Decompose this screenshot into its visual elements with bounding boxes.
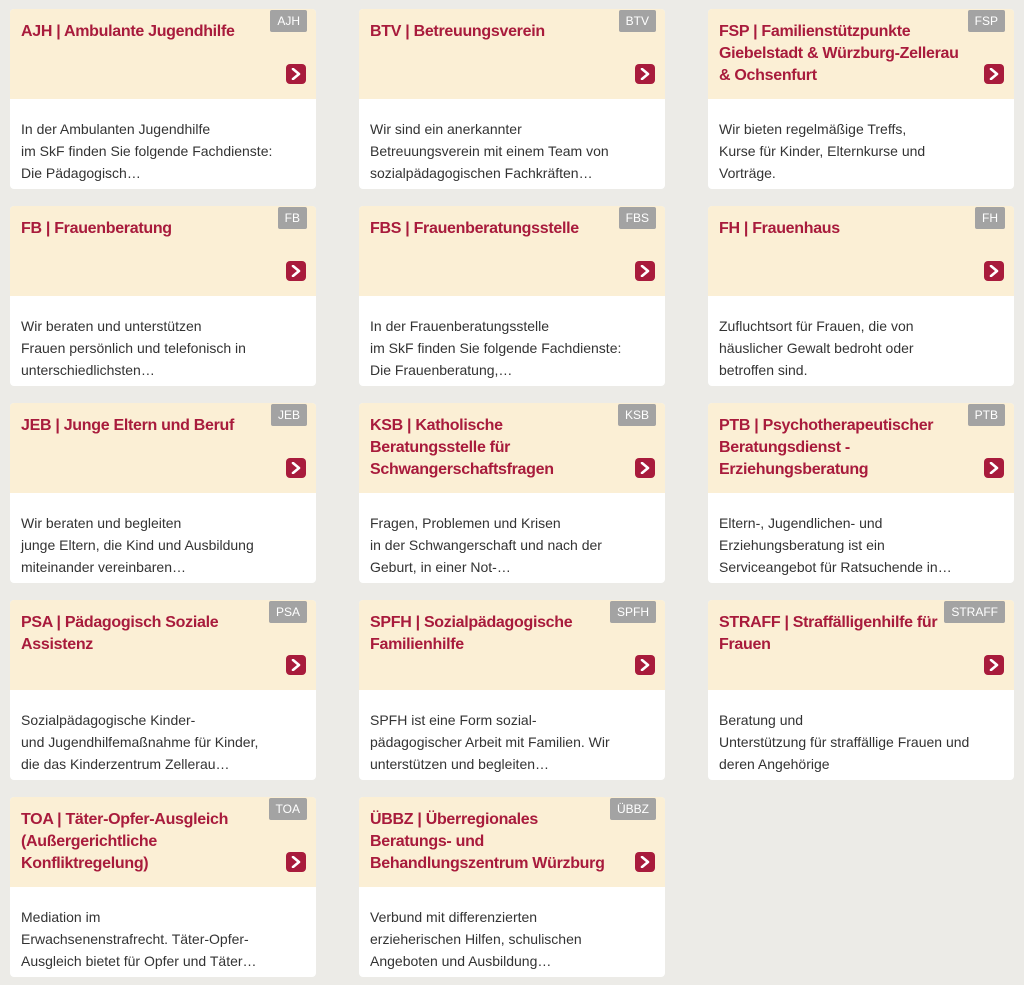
chevron-right-icon[interactable] [286,64,306,84]
service-card[interactable] [10,797,316,977]
card-description-line: erzieherischen Hilfen, schulischen [370,931,582,947]
card-title[interactable]: PTB | Psychotherapeutischer Beratungsdienst - Erziehungsberatung [719,417,934,478]
card-description-line: Fragen, Problemen und Krisen [370,515,561,531]
card-description-line: unterstützen und begleiten… [370,756,550,772]
card-header [10,797,316,887]
service-card[interactable] [10,206,316,386]
chevron-right-icon[interactable] [635,64,655,84]
card-description [370,512,658,578]
card-description-line: sozialpädagogischen Fachkräften… [370,165,593,181]
card-header [708,206,1014,296]
card-title[interactable]: FBS | Frauenberatungsstelle [370,220,579,237]
card-title[interactable]: KSB | Katholische Beratungsstelle für Schwangerschaftsfragen [370,417,554,478]
card-description [21,118,309,184]
card-description-line: In der Frauenberatungsstelle [370,318,549,334]
card-abbreviation-badge: FH [975,207,1005,229]
card-description [21,315,309,381]
card-header [708,9,1014,99]
card-header [359,403,665,493]
card-title[interactable]: ÜBBZ | Überregionales Beratungs- und Behandlungszentrum Würzburg [370,811,605,872]
card-abbreviation-badge: ÜBBZ [610,798,656,820]
service-card[interactable] [708,206,1014,386]
service-card[interactable] [359,9,665,189]
chevron-right-icon[interactable] [984,261,1004,281]
card-description-line: Zufluchtsort für Frauen, die von [719,318,914,334]
chevron-right-icon[interactable] [984,458,1004,478]
card-description-line: Erwachsenenstrafrecht. Täter-Opfer- [21,931,249,947]
card-header [10,206,316,296]
card-description [21,709,309,775]
service-card[interactable] [10,600,316,780]
service-card[interactable] [359,797,665,977]
card-description-line: Ausgleich bietet für Opfer und Täter… [21,953,257,969]
card-abbreviation-badge: FB [278,207,307,229]
card-description-line: im SkF finden Sie folgende Fachdienste: [370,340,622,356]
card-description-line: Kurse für Kinder, Elternkurse und [719,143,926,159]
card-description [21,906,309,972]
card-abbreviation-badge: TOA [269,798,307,820]
card-header [359,797,665,887]
card-description-line: Serviceangebot für Ratsuchende in… [719,559,952,575]
card-description [719,512,1007,578]
card-description-line: Beratung und [719,712,804,728]
card-description [719,709,1007,775]
card-abbreviation-badge: FBS [619,207,656,229]
card-description-line: häuslicher Gewalt bedroht oder [719,340,914,356]
service-card[interactable] [359,600,665,780]
card-description-line: Betreuungsverein mit einem Team von [370,143,609,159]
card-header [359,206,665,296]
card-description-line: pädagogischer Arbeit mit Familien. Wir [370,734,610,750]
card-description [370,118,658,184]
card-description-line: Wir beraten und unterstützen [21,318,202,334]
card-abbreviation-badge: BTV [619,10,656,32]
card-description-line: Wir bieten regelmäßige Treffs, [719,121,907,137]
card-abbreviation-badge: KSB [618,404,656,426]
card-description-line: und Jugendhilfemaßnahme für Kinder, [21,734,259,750]
card-description-line: Erziehungsberatung ist ein [719,537,885,553]
chevron-right-icon[interactable] [286,261,306,281]
card-description [370,315,658,381]
service-card[interactable] [708,9,1014,189]
card-description-line: Eltern-, Jugendlichen- und [719,515,883,531]
card-description-line: Wir beraten und begleiten [21,515,182,531]
card-title[interactable]: AJH | Ambulante Jugendhilfe [21,23,235,40]
card-title[interactable]: FH | Frauenhaus [719,220,840,237]
card-description-line: junge Eltern, die Kind und Ausbildung [21,537,254,553]
card-description-line: Wir sind ein anerkannter [370,121,522,137]
card-title[interactable]: STRAFF | Straffälligenhilfe für Frauen [719,614,938,653]
card-description [719,315,1007,381]
card-header [359,600,665,690]
service-card[interactable] [359,206,665,386]
card-description-line: Sozialpädagogische Kinder- [21,712,196,728]
card-title[interactable]: FB | Frauenberatung [21,220,172,237]
card-title[interactable]: FSP | Familienstützpunkte Giebelstadt & Würzburg-Zellerau & Ochsenfurt [719,23,959,84]
card-description-line: SPFH ist eine Form sozial- [370,712,537,728]
chevron-right-icon[interactable] [635,852,655,872]
card-abbreviation-badge: AJH [270,10,307,32]
card-abbreviation-badge: JEB [271,404,307,426]
card-description-line: miteinander vereinbaren… [21,559,186,575]
card-description [370,906,658,972]
card-header [708,600,1014,690]
card-description [719,118,1007,184]
card-header [708,403,1014,493]
card-description-line: im SkF finden Sie folgende Fachdienste: [21,143,273,159]
card-abbreviation-badge: FSP [968,10,1005,32]
card-description-line: deren Angehörige [719,756,830,772]
card-description-line: Frauen persönlich und telefonisch in [21,340,246,356]
card-header [10,9,316,99]
card-title[interactable]: TOA | Täter-Opfer-Ausgleich (Außergerichtliche Konfliktregelung) [21,811,229,872]
card-description-line: Die Pädagogisch… [21,165,141,181]
card-abbreviation-badge: SPFH [610,601,656,623]
card-description-line: betroffen sind. [719,362,808,378]
chevron-right-icon[interactable] [635,458,655,478]
card-description-line: Angeboten und Ausbildung… [370,953,552,969]
card-header [359,9,665,99]
card-description-line: in der Schwangerschaft und nach der [370,537,602,553]
card-title[interactable]: BTV | Betreuungsverein [370,23,545,40]
card-description-line: unterschiedlichsten… [21,362,155,378]
service-card[interactable] [10,9,316,189]
card-title[interactable]: SPFH | Sozialpädagogische Familienhilfe [370,614,573,653]
chevron-right-icon[interactable] [286,852,306,872]
chevron-right-icon[interactable] [635,655,655,675]
service-card[interactable] [708,403,1014,583]
card-header [10,403,316,493]
card-abbreviation-badge: STRAFF [944,601,1005,623]
card-description-line: Die Frauenberatung,… [370,362,513,378]
card-title[interactable]: JEB | Junge Eltern und Beruf [21,417,234,434]
card-header [10,600,316,690]
card-abbreviation-badge: PSA [269,601,307,623]
card-description [21,512,309,578]
card-description-line: Mediation im [21,909,101,925]
card-title[interactable]: PSA | Pädagogisch Soziale Assistenz [21,614,219,653]
service-card[interactable] [359,403,665,583]
chevron-right-icon[interactable] [286,655,306,675]
chevron-right-icon[interactable] [286,458,306,478]
card-description-line: Geburt, in einer Not-… [370,559,511,575]
card-description-line: Vorträge. [719,165,776,181]
chevron-right-icon[interactable] [984,655,1004,675]
card-description-line: Unterstützung für straffällige Frauen und [719,734,970,750]
service-card[interactable] [10,403,316,583]
card-description-line: Verbund mit differenzierten [370,909,538,925]
card-description-line: die das Kinderzentrum Zellerau… [21,756,230,772]
service-card[interactable] [708,600,1014,780]
card-description [370,709,658,775]
chevron-right-icon[interactable] [984,64,1004,84]
card-description-line: In der Ambulanten Jugendhilfe [21,121,211,137]
card-abbreviation-badge: PTB [968,404,1005,426]
chevron-right-icon[interactable] [635,261,655,281]
